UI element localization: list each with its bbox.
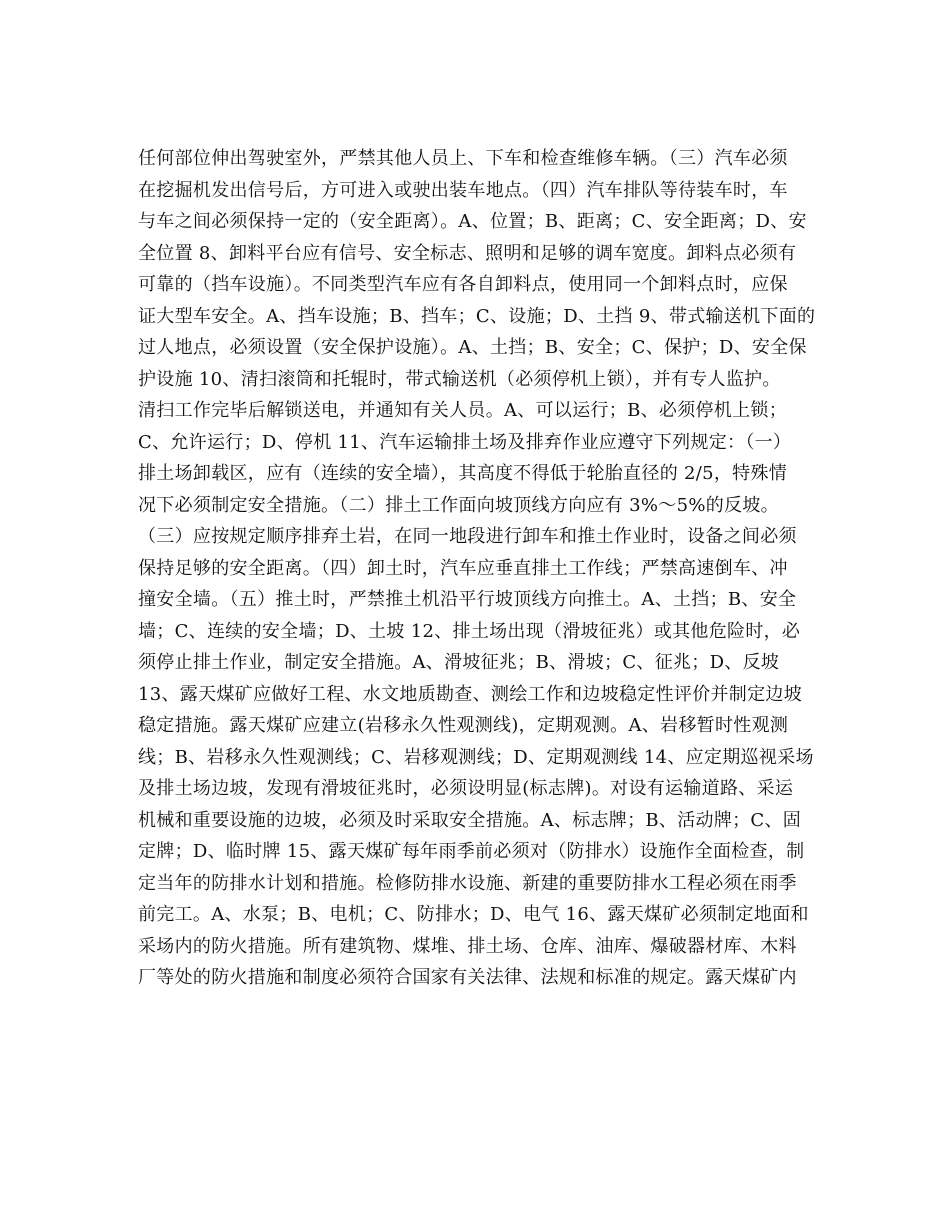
text-line: 前完工。A、水泵；B、电机；C、防排水；D、电气 16、露天煤矿必须制定地面和 <box>138 904 809 925</box>
text-line: 护设施 10、清扫滚筒和托辊时，带式输送机（必须停机上锁），并有专人监护。 <box>138 368 781 390</box>
text-line: 证大型车安全。A、挡车设施；B、挡车；C、设施；D、土挡 9、带式输送机下面的 <box>138 305 816 327</box>
text-line: 须停止排土作业，制定安全措施。A、滑坡征兆；B、滑坡；C、征兆；D、反坡 <box>138 652 780 673</box>
text-line: 保持足够的安全距离。（四）卸土时，汽车应垂直排土工作线；严禁高速倒车、冲 <box>138 557 788 579</box>
text-line: 在挖掘机发出信号后，方可进入或驶出装车地点。（四）汽车排队等待装车时，车 <box>138 179 788 201</box>
text-line: 况下必须制定安全措施。（二）排土工作面向坡顶线方向应有 3%～5%的反坡。 <box>138 494 779 516</box>
text-line: 与车之间必须保持一定的（安全距离）。A、位置；B、距离；C、安全距离；D、安 <box>138 211 807 232</box>
text-line: 线；B、岩移永久性观测线；C、岩移观测线；D、定期观测线 14、应定期巡视采场 <box>138 746 814 768</box>
text-line: 定牌；D、临时牌 15、露天煤矿每年雨季前必须对（防排水）设施作全面检查，制 <box>138 841 805 862</box>
text-line: 任何部位伸出驾驶室外，严禁其他人员上、下车和检查维修车辆。（三）汽车必须 <box>138 148 788 169</box>
text-line: 清扫工作完毕后解锁送电，并通知有关人员。A、可以运行；B、必须停机上锁； <box>138 400 788 421</box>
text-line: 可靠的（挡车设施）。不同类型汽车应有各自卸料点，使用同一个卸料点时，应保 <box>138 274 788 295</box>
text-line: 采场内的防火措施。所有建筑物、煤堆、排土场、仓库、油库、爆破器材库、木料 <box>138 935 797 957</box>
text-line: 定当年的防排水计划和措施。检修防排水设施、新建的重要防排水工程必须在雨季 <box>138 872 797 894</box>
text-line: 过人地点，必须设置（安全保护设施）。A、土挡；B、安全；C、保护；D、安全保 <box>138 337 807 358</box>
text-line: 撞安全墙。（五）推土时，严禁推土机沿平行坡顶线方向推土。A、土挡；B、安全 <box>138 589 797 610</box>
text-line: 及排土场边坡，发现有滑坡征兆时，必须设明显(标志牌)。对设有运输道路、采运 <box>138 778 794 799</box>
text-line: 机械和重要设施的边坡，必须及时采取安全措施。A、标志牌；B、活动牌；C、固 <box>138 809 802 831</box>
text-line: 13、露天煤矿应做好工程、水文地质勘查、测绘工作和边坡稳定性评价并制定边坡 <box>138 683 803 705</box>
text-line: （三）应按规定顺序排弃土岩，在同一地段进行卸车和推土作业时，设备之间必须 <box>138 526 797 547</box>
text-line: C、允许运行；D、停机 11、汽车运输排土场及排弃作业应遵守下列规定：（一） <box>138 431 792 453</box>
body-text <box>138 143 816 994</box>
text-line: 全位置 8、卸料平台应有信号、安全标志、照明和足够的调车宽度。卸料点必须有 <box>138 242 797 264</box>
text-line: 墙；C、连续的安全墙；D、土坡 12、排土场出现（滑坡征兆）或其他危险时，必 <box>138 620 801 642</box>
text-line: 排土场卸载区，应有（连续的安全墙），其高度不得低于轮胎直径的 2/5，特殊情 <box>138 463 788 484</box>
text-line: 稳定措施。露天煤矿应建立(岩移永久性观测线)，定期观测。A、岩移暂时性观测 <box>138 715 789 736</box>
text-line: 厂等处的防火措施和制度必须符合国家有关法律、法规和标准的规定。露天煤矿内 <box>138 967 797 988</box>
